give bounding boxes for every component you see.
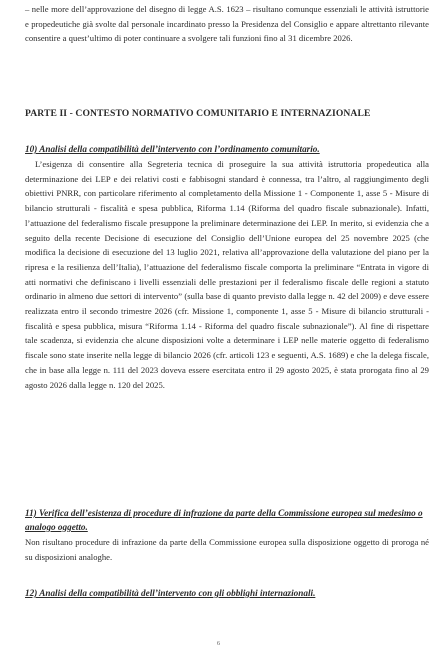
section-10-paragraph: L’esigenza di consentire alla Segreteria tecnica di proseguire la sua attività istruttoria propedeutica alla determinazione dei LEP e dei relativi costi e fabbisogni standard è connessa, tra l’altro, al raggiungimento degli obiettivi PNRR, con particolare riferimento al completamento della Missione 1 - Componente 1, asse 5 - Misure di bilancio strutturali - fiscalità e spesa pubblica, Riforma 1.14 (Riforma del quadro fiscale subnazionale). Infatti, l’attuazione del federalismo fiscale presuppone la preliminare determinazione dei LEP. In merito, si evidenzia che a seguito della recente Decisione di esecuzione del Consiglio dell’Unione europea del 25 novembre 2025 (che modifica la decisione di esecuzione del 13 luglio 2021, relativa all’approvazione della valutazione del piano per la ripresa e la resilienza dell’Italia), l’attuazione del federalismo fiscale comporta la preliminare “Entrata in vigore di atti normativi che definiscano i livelli essenziali delle prestazioni per il federalismo fiscale delle regioni a statuto ordinario in almeno due settori di intervento” (sulla base di quanto previsto dalla legge n. 42 del 2009) e deve essere realizzata entro il secondo trimestre 2026 (cfr. Missione 1, componente 1, asse 5 - Misure di bilancio strutturali - fiscalità e spesa pubblica, misura “Riforma 1.14 - Riforma del quadro fiscale subnazionale”). Al fine di rispettare tale scadenza, si evidenzia che alcune disposizioni volte a determinare i LEP nelle materie oggetto di federalismo fiscale sono state inserite nella legge di bilancio 2026 (cfr. articoli 123 e seguenti, A.S. 1689) e che la delega fiscale, che in base alla legge n. 111 del 2023 doveva essere esercitata entro il 29 agosto 2025, è stata prorogata fino al 29 agosto 2026 dalla legge n. 120 del 2025. — [25, 159, 429, 390]
intro-block — [25, 2, 429, 46]
part-ii-title: PARTE II - CONTESTO NORMATIVO COMUNITARIO E INTERNAZIONALE — [25, 108, 371, 119]
part-ii-block — [25, 108, 429, 120]
section-11 — [25, 506, 429, 564]
section-12-heading — [25, 586, 429, 600]
section-11-heading — [25, 506, 429, 534]
section-11-heading-text: 11) Verifica dell’esistenza di procedure di infrazione da parte della Commissione europea sul medesimo o analogo oggetto. — [25, 508, 423, 532]
section-10-heading — [25, 142, 429, 156]
section-12-heading-text: 12) Analisi della compatibilità dell’intervento con gli obblighi internazionali. — [25, 588, 316, 598]
section-11-paragraph: Non risultano procedure di infrazione da parte della Commissione europea sulla disposizione oggetto di proroga né su disposizioni analoghe. — [25, 537, 429, 562]
section-10-heading-text: 10) Analisi della compatibilità dell’intervento con l’ordinamento comunitario. — [25, 144, 320, 154]
page-number: 6 — [217, 641, 220, 647]
section-10 — [25, 142, 429, 392]
intro-paragraph: – nelle more dell’approvazione del disegno di legge A.S. 1623 – risultano comunque essenziali le attività istruttorie e propedeutiche già svolte dal personale incardinato presso la Presidenza del Consiglio e appare altrettanto rilevante consentire a quest’ultimo di poter continuare a svolgere tali funzioni fino al 31 dicembre 2026. — [25, 4, 429, 44]
section-12 — [25, 586, 429, 600]
